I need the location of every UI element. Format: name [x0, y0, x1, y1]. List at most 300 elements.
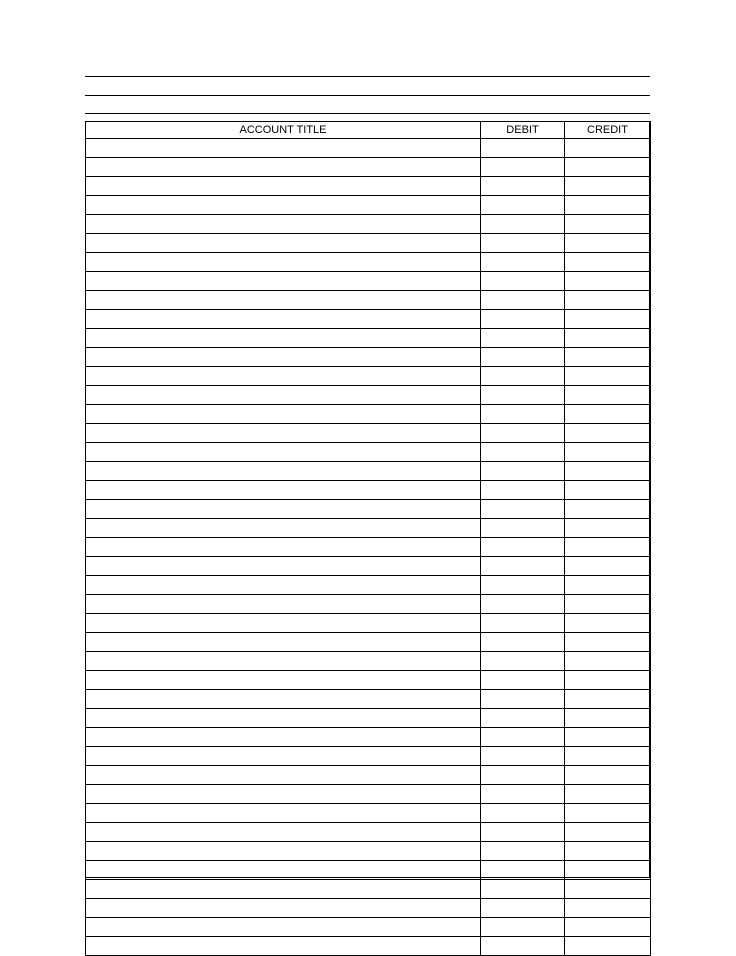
account-title-input[interactable]: [86, 824, 480, 842]
account-title-cell: [86, 519, 481, 538]
account-title-cell: [86, 462, 481, 481]
account-title-cell: [86, 500, 481, 519]
account-title-cell: [86, 386, 481, 405]
debit-cell: [481, 937, 565, 956]
account-title-input[interactable]: [86, 729, 480, 747]
debit-input[interactable]: [481, 159, 564, 177]
credit-input[interactable]: [565, 330, 650, 348]
credit-input[interactable]: [565, 254, 650, 272]
credit-input[interactable]: [565, 235, 650, 253]
account-title-cell: [86, 329, 481, 348]
credit-input[interactable]: [565, 805, 650, 823]
account-title-cell: [86, 177, 481, 196]
account-title-cell: [86, 652, 481, 671]
account-title-input[interactable]: [86, 330, 480, 348]
debit-input[interactable]: [481, 596, 564, 614]
ledger-header-row: [86, 122, 651, 139]
account-title-input[interactable]: [86, 919, 480, 937]
account-title-cell: [86, 215, 481, 234]
account-title-cell: [86, 937, 481, 956]
credit-input[interactable]: [565, 767, 650, 785]
credit-cell: [565, 557, 651, 576]
credit-input[interactable]: [565, 273, 650, 291]
table-row: [86, 842, 651, 861]
heading-line-1: [85, 76, 650, 77]
credit-input[interactable]: [565, 159, 650, 177]
debit-cell: [481, 234, 565, 253]
account-title-input[interactable]: [86, 463, 480, 481]
table-row: [86, 139, 651, 158]
account-title-cell: [86, 709, 481, 728]
table-row: [86, 462, 651, 481]
credit-cell: [565, 481, 651, 500]
credit-input[interactable]: [565, 653, 650, 671]
credit-cell: [565, 652, 651, 671]
credit-cell: [565, 880, 651, 899]
column-header-credit: CREDIT: [565, 122, 651, 139]
table-row: [86, 272, 651, 291]
table-row: [86, 823, 651, 842]
debit-input[interactable]: [481, 615, 564, 633]
account-title-input[interactable]: [86, 691, 480, 709]
table-row: [86, 918, 651, 937]
credit-input[interactable]: [565, 710, 650, 728]
credit-input[interactable]: [565, 387, 650, 405]
debit-cell: [481, 557, 565, 576]
table-row: [86, 709, 651, 728]
credit-cell: [565, 500, 651, 519]
credit-input[interactable]: [565, 558, 650, 576]
account-title-cell: [86, 196, 481, 215]
account-title-input[interactable]: [86, 577, 480, 595]
account-title-cell: [86, 576, 481, 595]
table-row: [86, 652, 651, 671]
debit-cell: [481, 747, 565, 766]
account-title-input[interactable]: [86, 786, 480, 804]
account-title-input[interactable]: [86, 425, 480, 443]
credit-cell: [565, 367, 651, 386]
table-row: [86, 424, 651, 443]
account-title-cell: [86, 633, 481, 652]
account-title-cell: [86, 481, 481, 500]
account-title-input[interactable]: [86, 178, 480, 196]
account-title-input[interactable]: [86, 539, 480, 557]
account-title-input[interactable]: [86, 881, 480, 899]
debit-input[interactable]: [481, 710, 564, 728]
account-title-input[interactable]: [86, 501, 480, 519]
debit-cell: [481, 804, 565, 823]
credit-input[interactable]: [565, 881, 650, 899]
debit-input[interactable]: [481, 558, 564, 576]
table-row: [86, 481, 651, 500]
debit-cell: [481, 253, 565, 272]
account-title-cell: [86, 766, 481, 785]
account-title-cell: [86, 595, 481, 614]
account-title-input[interactable]: [86, 387, 480, 405]
credit-cell: [565, 576, 651, 595]
account-title-input[interactable]: [86, 558, 480, 576]
table-row: [86, 899, 651, 918]
debit-input[interactable]: [481, 767, 564, 785]
column-header-debit: DEBIT: [481, 122, 565, 139]
account-title-cell: [86, 538, 481, 557]
debit-input[interactable]: [481, 843, 564, 861]
account-title-cell: [86, 747, 481, 766]
debit-input[interactable]: [481, 577, 564, 595]
table-row: [86, 880, 651, 899]
debit-cell: [481, 500, 565, 519]
debit-cell: [481, 348, 565, 367]
table-row: [86, 158, 651, 177]
debit-cell: [481, 367, 565, 386]
account-title-input[interactable]: [86, 843, 480, 861]
account-title-input[interactable]: [86, 672, 480, 690]
account-title-input[interactable]: [86, 311, 480, 329]
credit-input[interactable]: [565, 577, 650, 595]
debit-cell: [481, 443, 565, 462]
account-title-cell: [86, 804, 481, 823]
debit-cell: [481, 139, 565, 158]
account-title-cell: [86, 367, 481, 386]
credit-input[interactable]: [565, 596, 650, 614]
credit-cell: [565, 177, 651, 196]
credit-cell: [565, 158, 651, 177]
account-title-input[interactable]: [86, 520, 480, 538]
account-title-input[interactable]: [86, 159, 480, 177]
debit-cell: [481, 785, 565, 804]
account-title-input[interactable]: [86, 368, 480, 386]
credit-cell: [565, 899, 651, 918]
credit-input[interactable]: [565, 520, 650, 538]
heading-line-2: [85, 95, 650, 96]
debit-input[interactable]: [481, 197, 564, 215]
account-title-cell: [86, 918, 481, 937]
table-row: [86, 500, 651, 519]
table-row: [86, 367, 651, 386]
credit-input[interactable]: [565, 216, 650, 234]
debit-cell: [481, 405, 565, 424]
credit-input[interactable]: [565, 748, 650, 766]
debit-input[interactable]: [481, 273, 564, 291]
account-title-cell: [86, 899, 481, 918]
account-title-cell: [86, 443, 481, 462]
credit-input[interactable]: [565, 482, 650, 500]
debit-input[interactable]: [481, 501, 564, 519]
credit-cell: [565, 766, 651, 785]
table-row: [86, 690, 651, 709]
credit-cell: [565, 386, 651, 405]
credit-input[interactable]: [565, 824, 650, 842]
credit-cell: [565, 709, 651, 728]
account-title-cell: [86, 728, 481, 747]
debit-input[interactable]: [481, 539, 564, 557]
debit-input[interactable]: [481, 216, 564, 234]
account-title-input[interactable]: [86, 748, 480, 766]
debit-cell: [481, 652, 565, 671]
credit-input[interactable]: [565, 444, 650, 462]
credit-cell: [565, 462, 651, 481]
credit-input[interactable]: [565, 463, 650, 481]
table-row: [86, 405, 651, 424]
debit-input[interactable]: [481, 824, 564, 842]
account-title-input[interactable]: [86, 254, 480, 272]
account-title-cell: [86, 348, 481, 367]
credit-cell: [565, 310, 651, 329]
account-title-input[interactable]: [86, 653, 480, 671]
debit-cell: [481, 633, 565, 652]
account-title-cell: [86, 557, 481, 576]
debit-input[interactable]: [481, 691, 564, 709]
credit-input[interactable]: [565, 729, 650, 747]
account-title-input[interactable]: [86, 197, 480, 215]
debit-input[interactable]: [481, 311, 564, 329]
account-title-cell: [86, 272, 481, 291]
credit-cell: [565, 139, 651, 158]
account-title-cell: [86, 234, 481, 253]
account-title-cell: [86, 690, 481, 709]
table-row: [86, 291, 651, 310]
debit-input[interactable]: [481, 292, 564, 310]
debit-input[interactable]: [481, 140, 564, 158]
account-title-cell: [86, 158, 481, 177]
credit-input[interactable]: [565, 634, 650, 652]
credit-cell: [565, 443, 651, 462]
account-title-input[interactable]: [86, 273, 480, 291]
debit-cell: [481, 614, 565, 633]
account-title-cell: [86, 880, 481, 899]
debit-cell: [481, 462, 565, 481]
account-title-cell: [86, 291, 481, 310]
account-title-input[interactable]: [86, 140, 480, 158]
account-title-input[interactable]: [86, 482, 480, 500]
credit-cell: [565, 253, 651, 272]
account-title-cell: [86, 614, 481, 633]
account-title-input[interactable]: [86, 862, 480, 880]
account-title-input[interactable]: [86, 406, 480, 424]
account-title-input[interactable]: [86, 349, 480, 367]
table-row: [86, 728, 651, 747]
table-row: [86, 861, 651, 880]
credit-input[interactable]: [565, 311, 650, 329]
debit-cell: [481, 215, 565, 234]
debit-cell: [481, 728, 565, 747]
debit-cell: [481, 918, 565, 937]
debit-cell: [481, 823, 565, 842]
account-title-cell: [86, 671, 481, 690]
credit-input[interactable]: [565, 938, 650, 956]
credit-input[interactable]: [565, 368, 650, 386]
debit-input[interactable]: [481, 444, 564, 462]
table-row: [86, 310, 651, 329]
credit-cell: [565, 937, 651, 956]
debit-cell: [481, 158, 565, 177]
account-title-input[interactable]: [86, 292, 480, 310]
debit-input[interactable]: [481, 672, 564, 690]
table-row: [86, 747, 651, 766]
account-title-cell: [86, 424, 481, 443]
debit-input[interactable]: [481, 520, 564, 538]
debit-cell: [481, 880, 565, 899]
credit-cell: [565, 614, 651, 633]
credit-cell: [565, 918, 651, 937]
credit-cell: [565, 690, 651, 709]
debit-input[interactable]: [481, 862, 564, 880]
table-row: [86, 595, 651, 614]
credit-cell: [565, 823, 651, 842]
table-row: [86, 614, 651, 633]
account-title-cell: [86, 861, 481, 880]
account-title-cell: [86, 310, 481, 329]
table-row: [86, 177, 651, 196]
debit-input[interactable]: [481, 919, 564, 937]
account-title-cell: [86, 253, 481, 272]
table-row: [86, 348, 651, 367]
credit-input[interactable]: [565, 691, 650, 709]
credit-input[interactable]: [565, 539, 650, 557]
debit-cell: [481, 329, 565, 348]
account-title-input[interactable]: [86, 710, 480, 728]
debit-input[interactable]: [481, 406, 564, 424]
debit-cell: [481, 519, 565, 538]
table-row: [86, 633, 651, 652]
account-title-input[interactable]: [86, 767, 480, 785]
account-title-input[interactable]: [86, 444, 480, 462]
debit-cell: [481, 481, 565, 500]
debit-input[interactable]: [481, 387, 564, 405]
credit-input[interactable]: [565, 919, 650, 937]
credit-cell: [565, 519, 651, 538]
account-title-input[interactable]: [86, 596, 480, 614]
account-title-input[interactable]: [86, 634, 480, 652]
table-row: [86, 557, 651, 576]
credit-cell: [565, 424, 651, 443]
account-title-cell: [86, 785, 481, 804]
credit-cell: [565, 405, 651, 424]
debit-input[interactable]: [481, 729, 564, 747]
credit-cell: [565, 747, 651, 766]
credit-cell: [565, 804, 651, 823]
debit-input[interactable]: [481, 881, 564, 899]
table-row: [86, 443, 651, 462]
debit-cell: [481, 842, 565, 861]
debit-cell: [481, 709, 565, 728]
debit-cell: [481, 766, 565, 785]
credit-cell: [565, 272, 651, 291]
credit-cell: [565, 671, 651, 690]
table-row: [86, 215, 651, 234]
table-row: [86, 538, 651, 557]
credit-input[interactable]: [565, 615, 650, 633]
credit-cell: [565, 291, 651, 310]
credit-cell: [565, 595, 651, 614]
account-title-cell: [86, 405, 481, 424]
debit-cell: [481, 310, 565, 329]
table-row: [86, 937, 651, 956]
debit-input[interactable]: [481, 254, 564, 272]
credit-cell: [565, 215, 651, 234]
credit-cell: [565, 329, 651, 348]
credit-cell: [565, 842, 651, 861]
debit-cell: [481, 291, 565, 310]
debit-input[interactable]: [481, 653, 564, 671]
credit-input[interactable]: [565, 292, 650, 310]
account-title-input[interactable]: [86, 615, 480, 633]
table-row: [86, 329, 651, 348]
debit-cell: [481, 386, 565, 405]
debit-input[interactable]: [481, 178, 564, 196]
table-row: [86, 253, 651, 272]
credit-cell: [565, 196, 651, 215]
debit-input[interactable]: [481, 748, 564, 766]
debit-input[interactable]: [481, 634, 564, 652]
account-title-input[interactable]: [86, 805, 480, 823]
credit-input[interactable]: [565, 672, 650, 690]
debit-cell: [481, 690, 565, 709]
debit-input[interactable]: [481, 425, 564, 443]
credit-input[interactable]: [565, 862, 650, 880]
credit-input[interactable]: [565, 501, 650, 519]
account-title-cell: [86, 139, 481, 158]
account-title-input[interactable]: [86, 216, 480, 234]
ledger-table: [85, 121, 651, 956]
column-header-account-title: ACCOUNT TITLE: [86, 122, 481, 139]
credit-input[interactable]: [565, 140, 650, 158]
credit-input[interactable]: [565, 178, 650, 196]
debit-input[interactable]: [481, 463, 564, 481]
debit-input[interactable]: [481, 786, 564, 804]
credit-cell: [565, 861, 651, 880]
account-title-input[interactable]: [86, 235, 480, 253]
account-title-cell: [86, 842, 481, 861]
debit-input[interactable]: [481, 330, 564, 348]
credit-input[interactable]: [565, 349, 650, 367]
debit-input[interactable]: [481, 482, 564, 500]
debit-cell: [481, 196, 565, 215]
credit-input[interactable]: [565, 786, 650, 804]
debit-input[interactable]: [481, 805, 564, 823]
debit-cell: [481, 595, 565, 614]
credit-cell: [565, 538, 651, 557]
credit-input[interactable]: [565, 425, 650, 443]
debit-input[interactable]: [481, 938, 564, 956]
table-row: [86, 519, 651, 538]
debit-cell: [481, 424, 565, 443]
table-row: [86, 234, 651, 253]
credit-input[interactable]: [565, 406, 650, 424]
table-row: [86, 766, 651, 785]
credit-cell: [565, 728, 651, 747]
credit-cell: [565, 348, 651, 367]
table-row: [86, 785, 651, 804]
debit-input[interactable]: [481, 349, 564, 367]
account-title-input[interactable]: [86, 900, 480, 918]
debit-cell: [481, 177, 565, 196]
table-row: [86, 196, 651, 215]
credit-input[interactable]: [565, 843, 650, 861]
account-title-input[interactable]: [86, 938, 480, 956]
debit-input[interactable]: [481, 368, 564, 386]
credit-input[interactable]: [565, 197, 650, 215]
debit-cell: [481, 538, 565, 557]
debit-input[interactable]: [481, 235, 564, 253]
table-row: [86, 671, 651, 690]
debit-cell: [481, 576, 565, 595]
table-row: [86, 804, 651, 823]
credit-cell: [565, 633, 651, 652]
table-row: [86, 576, 651, 595]
credit-input[interactable]: [565, 900, 650, 918]
debit-input[interactable]: [481, 900, 564, 918]
